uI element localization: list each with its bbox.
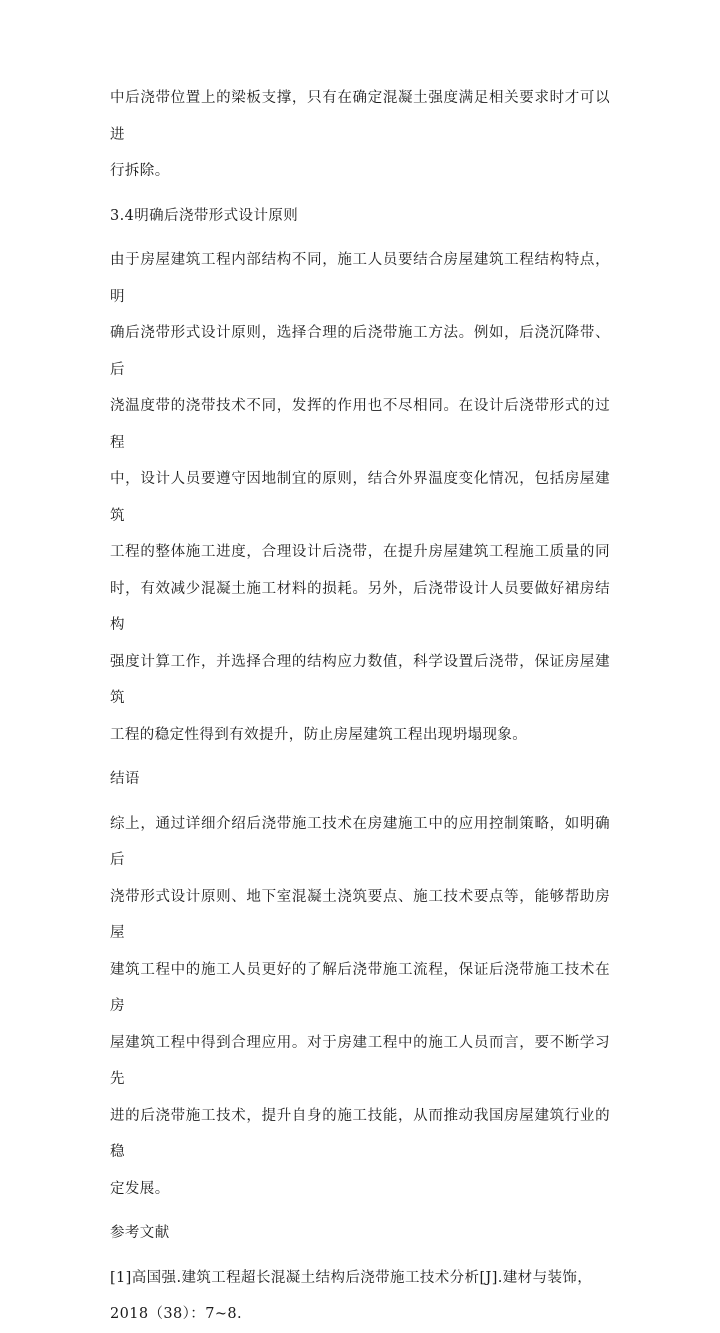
reference-item-continuation: 2018（38）：7~8. bbox=[110, 1306, 243, 1322]
text-line: 由于房屋建筑工程内部结构不同，施工人员要结合房屋建筑工程结构特点，明 bbox=[110, 252, 610, 305]
conclusion-paragraph bbox=[110, 806, 610, 1208]
conclusion-heading: 结语 bbox=[110, 771, 140, 787]
reference-item: [1]高国强.建筑工程超长混凝土结构后浇带施工技术分析[J].建材与装饰， bbox=[110, 1269, 593, 1286]
document-body bbox=[110, 80, 610, 1333]
section-paragraph bbox=[110, 242, 610, 753]
text-line: 工程的稳定性得到有效提升，防止房屋建筑工程出现坍塌现象。 bbox=[110, 726, 528, 743]
text-line: 建筑工程中的施工人员更好的了解后浇带施工流程，保证后浇带施工技术在房 bbox=[110, 961, 610, 1014]
text-line: 综上，通过详细介绍后浇带施工技术在房建施工中的应用控制策略，如明确后 bbox=[110, 815, 610, 868]
text-line: 确后浇带形式设计原则，选择合理的后浇带施工方法。例如，后浇沉降带、后 bbox=[110, 325, 610, 378]
text-line: 浇温度带的浇带技术不同，发挥的作用也不尽相同。在设计后浇带形式的过程 bbox=[110, 398, 610, 451]
references-list bbox=[110, 1260, 610, 1333]
references-heading: 参考文献 bbox=[110, 1225, 170, 1241]
text-line: 强度计算工作，并选择合理的结构应力数值，科学设置后浇带，保证房屋建筑 bbox=[110, 653, 610, 706]
text-line: 中，设计人员要遵守因地制宜的原则，结合外界温度变化情况，包括房屋建筑 bbox=[110, 471, 610, 524]
text-line: 浇带形式设计原则、地下室混凝土浇筑要点、施工技术要点等，能够帮助房屋 bbox=[110, 888, 610, 941]
text-line: 定发展。 bbox=[110, 1180, 170, 1197]
text-line: 工程的整体施工进度，合理设计后浇带，在提升房屋建筑工程施工质量的同 bbox=[110, 544, 610, 560]
text-line: 进的后浇带施工技术，提升自身的施工技能，从而推动我国房屋建筑行业的稳 bbox=[110, 1107, 610, 1160]
text-line: 时，有效减少混凝土施工材料的损耗。另外，后浇带设计人员要做好裙房结构 bbox=[110, 580, 610, 633]
text-line: 行拆除。 bbox=[110, 163, 170, 179]
section-heading: 3.4明确后浇带形式设计原则 bbox=[110, 207, 299, 224]
text-line: 中后浇带位置上的梁板支撑，只有在确定混凝土强度满足相关要求时才可以进 bbox=[110, 90, 610, 143]
continuation-paragraph bbox=[110, 80, 610, 190]
text-line: 屋建筑工程中得到合理应用。对于房建工程中的施工人员而言，要不断学习先 bbox=[110, 1034, 610, 1087]
